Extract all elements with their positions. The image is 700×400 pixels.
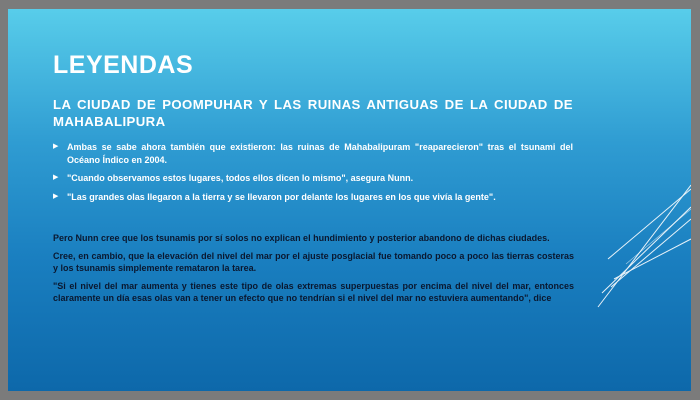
bullet-text: Ambas se sabe ahora también que existieron: las ruinas de Mahabalipuram "reaparecieron" tras el tsunami del Océano Índico en 2004. <box>67 142 573 165</box>
body-text <box>53 232 574 310</box>
bullet-text: "Cuando observamos estos lugares, todos ellos dicen lo mismo", asegura Nunn. <box>67 173 414 183</box>
arrow-right-icon: ▶ <box>53 192 59 200</box>
bullet-item <box>53 172 573 185</box>
arrow-right-icon: ▶ <box>53 174 59 181</box>
bullet-item <box>53 191 573 204</box>
bullet-text: "Las grandes olas llegaron a la tierra y se llevaron por delante los lugares en los que vivía la gente". <box>67 191 496 202</box>
bullet-item <box>53 141 573 166</box>
paragraph: Cree, en cambio, que la elevación del nivel del mar por el ajuste posglacial fue tomando poco a poco las tierras costeras y los tsunamis simplemente remataron la tarea. <box>53 251 574 273</box>
paragraph: Pero Nunn cree que los tsunamis por sí solos no explican el hundimiento y posterior abandono de dichas ciudades. <box>53 233 550 243</box>
arrow-right-icon: ▶ <box>53 143 59 150</box>
slide-title: LEYENDAS <box>53 51 194 79</box>
slide <box>8 9 691 391</box>
bullet-list <box>53 141 573 209</box>
paragraph: "Si el nivel del mar aumenta y tienes este tipo de olas extremas superpuestas por encima del nivel del mar, entonces claramente un día esas olas van a tener un efecto que no tendrían si el nivel del mar no estuviera aumentando", dice <box>53 281 574 303</box>
slide-subtitle: LA CIUDAD DE POOMPUHAR Y LAS RUINAS ANTIGUAS DE LA CIUDAD DE MAHABALIPURA <box>53 97 573 129</box>
